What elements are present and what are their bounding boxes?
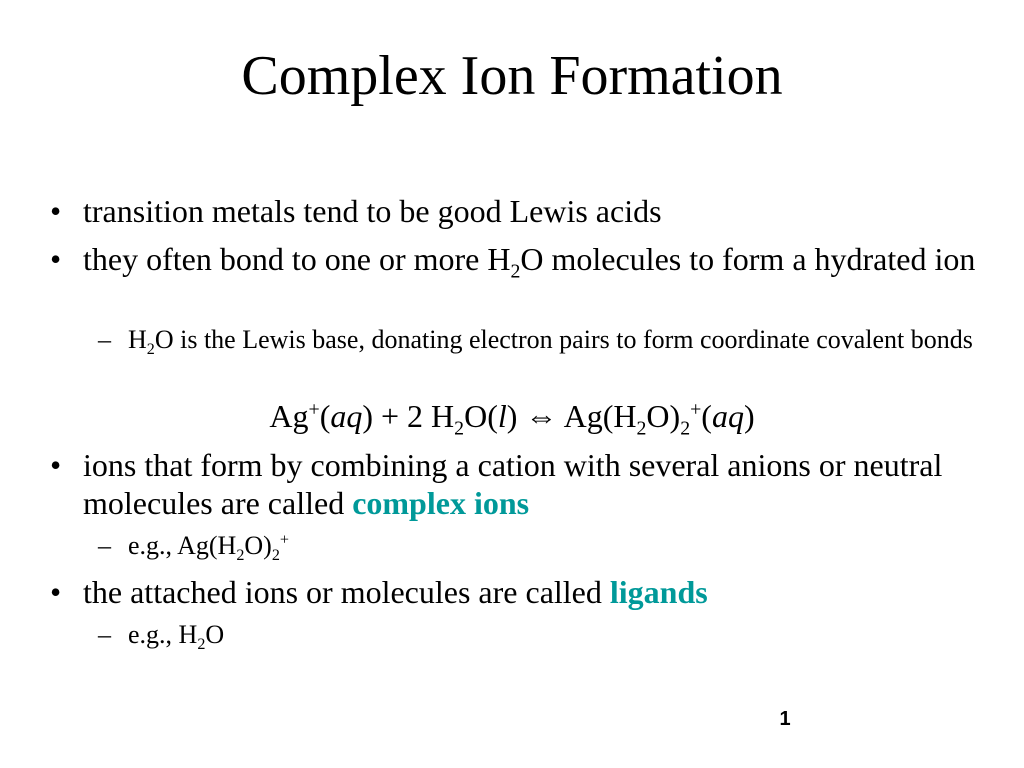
superscript: + (279, 531, 289, 549)
eq-superscript: + (308, 398, 320, 421)
sub-bullet-lewis-base (98, 324, 978, 359)
equilibrium-equation (0, 396, 1024, 440)
key-term-complex-ions: complex ions (352, 485, 530, 521)
eq-subscript: 2 (636, 417, 647, 440)
bullet-marker: • (50, 241, 62, 277)
dash-marker: – (98, 325, 111, 354)
sub-bullet-text (128, 530, 978, 565)
eq-part: ) (743, 398, 755, 434)
key-term-ligands: ligands (609, 574, 708, 610)
text-run: the attached ions or molecules are called (83, 574, 610, 610)
eq-part: ( (701, 398, 712, 434)
eq-part: O( (464, 398, 498, 434)
eq-part: ) + 2 H (362, 398, 455, 434)
bullet-item-complex-ions (50, 446, 980, 522)
text-run: O is the Lewis base, donating electron pairs to form coordinate covalent bonds (154, 325, 973, 354)
sub-bullet-text (128, 619, 978, 654)
bullet-item-hydrated-ion (50, 240, 980, 283)
slide-title: Complex Ion Formation (241, 45, 783, 107)
text-run: e.g., H (128, 620, 198, 649)
eq-part: Ag (269, 398, 309, 434)
eq-italic: l (497, 398, 507, 434)
sub-bullet-complex-ion-example (98, 530, 978, 565)
text-run: H (128, 325, 147, 354)
bullet-marker: • (50, 574, 62, 610)
dash-marker: – (98, 620, 111, 649)
subscript: 2 (510, 260, 521, 283)
subscript: 2 (197, 636, 206, 654)
bullet-marker: • (50, 193, 62, 229)
page-number: 1 (779, 708, 791, 730)
text-run: they often bond to one or more H (83, 241, 511, 277)
bullet-text (83, 446, 980, 522)
eq-italic: aq (711, 398, 744, 434)
eq-subscript: 2 (680, 417, 691, 440)
bullet-text: transition metals tend to be good Lewis acids (83, 193, 662, 229)
text-run: ions that form by combining a cation with several anions or neutral molecules are called (83, 447, 943, 521)
eq-part: ( (319, 398, 331, 434)
text-run: O) (244, 531, 272, 560)
sub-bullet-ligand-example (98, 619, 978, 654)
subscript: 2 (146, 341, 155, 359)
eq-italic: aq (330, 398, 363, 434)
text-run: O molecules to form a hydrated ion (520, 241, 976, 277)
text-run: O (205, 620, 225, 649)
sub-bullet-text (128, 324, 978, 359)
eq-superscript: + (690, 398, 702, 421)
subscript: 2 (271, 547, 280, 565)
eq-subscript: 2 (454, 417, 465, 440)
dash-marker: – (98, 531, 111, 560)
text-run: e.g., Ag(H (128, 531, 237, 560)
bullet-item-ligands (50, 573, 980, 611)
bullet-marker: • (50, 447, 62, 483)
eq-part: O) (646, 398, 681, 434)
bullet-text (83, 240, 980, 283)
bullet-item-lewis-acids (50, 192, 980, 230)
subscript: 2 (236, 547, 245, 565)
bullet-text (83, 573, 980, 611)
eq-part: ) ⇔ Ag(H (506, 398, 637, 434)
